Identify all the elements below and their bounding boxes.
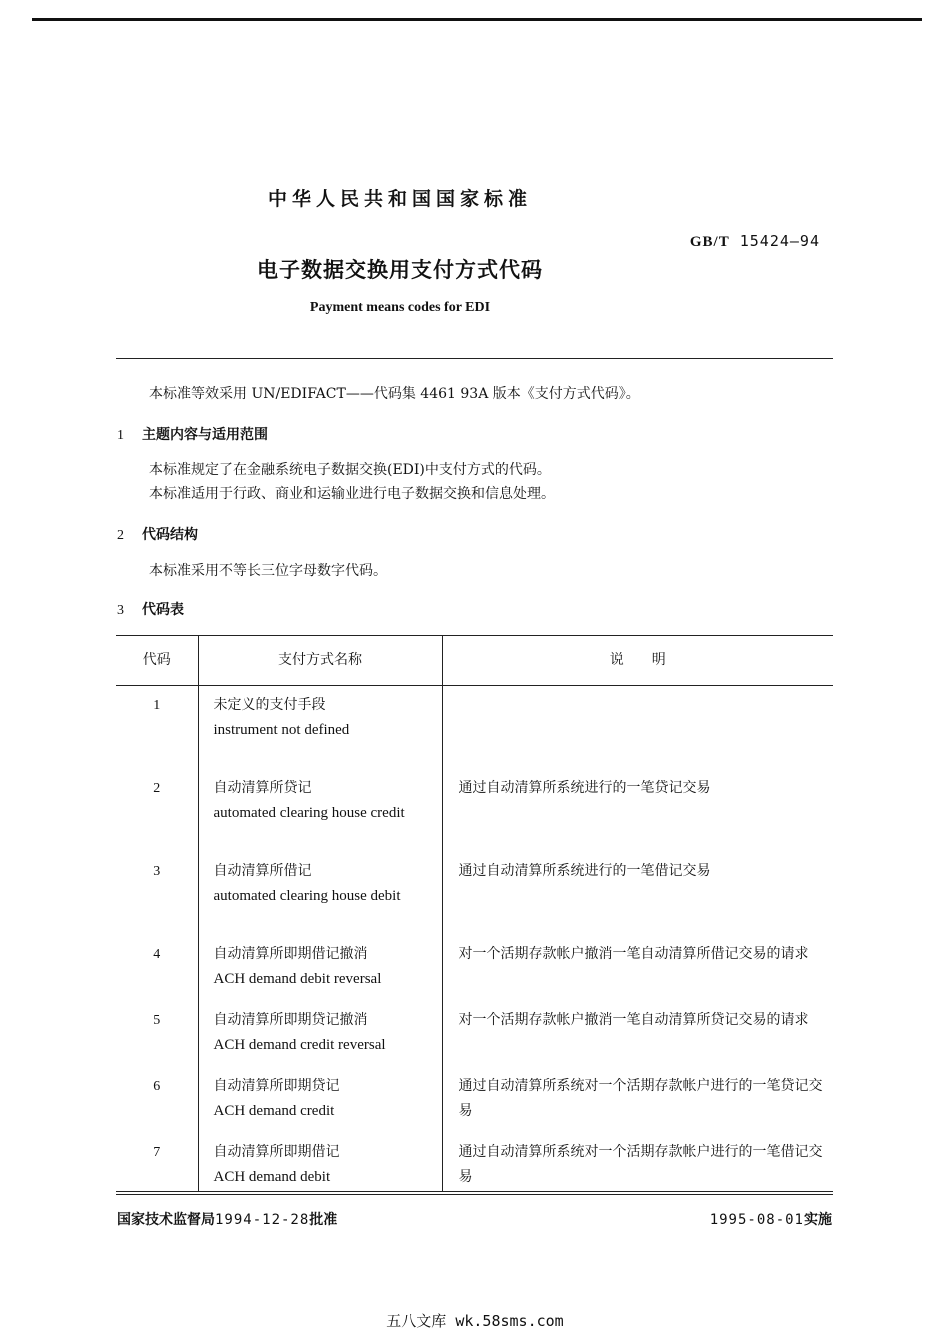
table-row [116,1001,833,1067]
section-1-paragraph: 本标准规定了在金融系统电子数据交换(EDI)中支付方式的代码。 [149,462,551,478]
row-name [198,935,442,1001]
document-title-cn: 电子数据交换用支付方式代码 [257,258,543,282]
section-title: 代码结构 [142,527,198,543]
row-name [198,1001,442,1067]
approval-label: 批准 [309,1212,338,1228]
code-table [116,635,833,1192]
intro-paragraph: 本标准等效采用 UN/EDIFACT——代码集 4461 93A 版本《支付方式代码》。 [149,386,640,402]
effective-label: 实施 [804,1212,832,1228]
row-name-cn: 自动清算所借记 [213,863,312,879]
section-title: 主题内容与适用范围 [142,427,268,443]
standard-number [640,232,820,251]
row-name-cn: 自动清算所即期贷记撤消 [213,1012,368,1028]
section-2-heading [117,524,198,544]
row-name [198,686,442,770]
row-name-en: ACH demand debit [213,1169,331,1185]
row-name-cn: 未定义的支付手段 [213,697,326,713]
approver: 国家技术监督局 [117,1212,215,1228]
row-name-en: instrument not defined [213,722,350,738]
effective-date: 1995-08-01 [709,1212,804,1228]
section-3-heading [117,599,184,619]
table-row [116,769,833,852]
section-number: 2 [117,528,124,543]
document-title-en: Payment means codes for EDI [309,300,491,315]
table-bottom-rule [116,1191,833,1192]
section-1-paragraph: 本标准适用于行政、商业和运输业进行电子数据交换和信息处理。 [149,486,555,502]
top-border-rule [32,18,922,21]
row-description: 通过自动清算所系统进行的一笔借记交易 [458,863,711,879]
table-row [116,1133,833,1192]
row-name-en: automated clearing house credit [213,805,405,821]
table-row [116,935,833,1001]
row-name [198,1067,442,1133]
row-name [198,1133,442,1192]
section-title: 代码表 [142,602,184,618]
row-code: 6 [153,1079,161,1094]
issuing-organization: 中华人民共和国国家标准 [267,188,532,210]
site-watermark: 五八文库 wk.58sms.com [386,1312,564,1330]
row-code: 5 [153,1013,161,1028]
row-description: 通过自动清算所系统对一个活期存款帐户进行的一笔借记交易 [458,1144,823,1185]
header-code: 代码 [116,635,198,686]
row-name-cn: 自动清算所贷记 [213,780,312,796]
row-description: 对一个活期存款帐户撤消一笔自动清算所借记交易的请求 [458,946,809,962]
standard-number-prefix: GB/T [689,234,730,250]
approval-date: 1994-12-28 [215,1212,310,1228]
row-code: 1 [153,698,161,713]
table-row [116,852,833,935]
section-2-paragraph: 本标准采用不等长三位字母数字代码。 [149,563,387,579]
row-description: 通过自动清算所系统进行的一笔贷记交易 [458,780,711,796]
row-description: 通过自动清算所系统对一个活期存款帐户进行的一笔贷记交易 [458,1078,823,1119]
row-name-en: ACH demand credit reversal [213,1037,386,1053]
table-row [116,1067,833,1133]
standard-number-value: 15424—94 [739,232,820,250]
row-code: 7 [153,1145,161,1160]
table-header-row [116,635,833,686]
header-description: 说 明 [442,635,833,686]
row-name-en: automated clearing house debit [213,888,401,904]
row-description [442,686,833,770]
table-row [116,686,833,770]
table-bottom-rule-double [116,1194,833,1195]
row-name-cn: 自动清算所即期贷记 [213,1078,340,1094]
row-name-cn: 自动清算所即期借记 [213,1144,340,1160]
header-name: 支付方式名称 [198,635,442,686]
approval-line [117,1209,337,1229]
row-name [198,852,442,935]
row-code: 3 [153,864,161,879]
row-description: 对一个活期存款帐户撤消一笔自动清算所贷记交易的请求 [458,1012,809,1028]
row-name [198,769,442,852]
title-divider [116,358,833,359]
section-number: 1 [117,428,124,443]
section-1-heading [117,424,268,444]
row-name-en: ACH demand debit reversal [213,971,382,987]
section-number: 3 [117,603,124,618]
row-code: 4 [153,947,161,962]
effective-line [600,1209,832,1229]
row-name-en: ACH demand credit [213,1103,335,1119]
row-code: 2 [153,781,161,796]
row-name-cn: 自动清算所即期借记撤消 [213,946,368,962]
